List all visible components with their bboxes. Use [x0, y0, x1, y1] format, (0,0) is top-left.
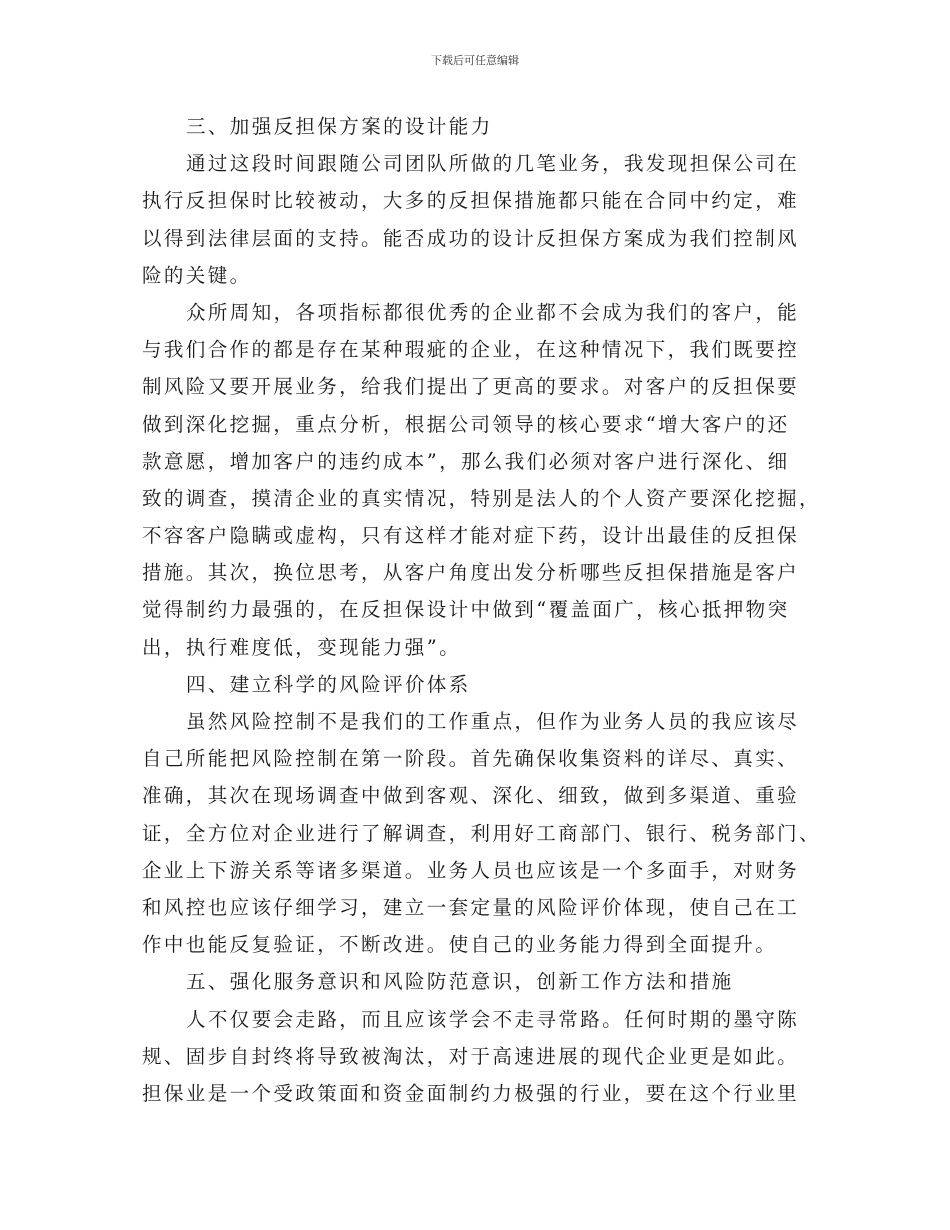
- section-heading: 五、强化服务意识和风险防范意识，创新工作方法和措施: [186, 970, 734, 994]
- paragraph-line: 觉得制约力最强的，在反担保设计中做到“覆盖面广，核心抵押物突: [142, 598, 790, 622]
- paragraph-line: 企业上下游关系等诸多渠道。业务人员也应该是一个多面手，对财务: [142, 858, 800, 882]
- paragraph-line: 自己所能把风险控制在第一阶段。首先确保收集资料的详尽、真实、: [142, 747, 800, 771]
- paragraph-line: 虽然风险控制不是我们的工作重点，但作为业务人员的我应该尽: [186, 710, 800, 733]
- paragraph-line: 款意愿，增加客户的违约成本”，那么我们必须对客户进行深化、细: [142, 449, 790, 473]
- paragraph-line: 众所周知，各项指标都很优秀的企业都不会成为我们的客户，能: [186, 300, 800, 324]
- paragraph-line: 做到深化挖掘，重点分析，根据公司领导的核心要求“增大客户的还: [142, 412, 790, 436]
- paragraph-line: 险的关键。: [142, 263, 252, 287]
- paragraph-line: 准确，其次在现场调查中做到客观、深化、细致，做到多渠道、重验: [142, 784, 800, 808]
- paragraph-line: 通过这段时间跟随公司团队所做的几笔业务，我发现担保公司在: [186, 152, 800, 176]
- paragraph-line: 以得到法律层面的支持。能否成功的设计反担保方案成为我们控制风: [142, 226, 800, 250]
- paragraph-line: 制风险又要开展业务，给我们提出了更高的要求。对客户的反担保要: [142, 375, 800, 399]
- paragraph-line: 规、固步自封终将导致被淘汰，对于高速进展的现代企业更是如此。: [142, 1044, 800, 1068]
- paragraph-line: 措施。其次，换位思考，从客户角度出发分析哪些反担保措施是客户: [142, 561, 800, 585]
- paragraph-line: 担保业是一个受政策面和资金面制约力极强的行业，要在这个行业里: [142, 1081, 800, 1105]
- paragraph-line: 与我们合作的都是存在某种瑕疵的企业，在这种情况下，我们既要控: [142, 338, 800, 362]
- paragraph-line: 不容客户隐瞒或虚构，只有这样才能对症下药，设计出最佳的反担保: [142, 524, 800, 548]
- download-note: 下载后可任意编辑: [431, 54, 519, 67]
- paragraph-line: 致的调查，摸清企业的真实情况，特别是法人的个人资产要深化挖掘，: [142, 486, 821, 510]
- paragraph-line: 作中也能反复验证，不断改进。使自己的业务能力得到全面提升。: [142, 933, 778, 957]
- paragraph-line: 和风控也应该仔细学习，建立一套定量的风险评价体现，使自己在工: [142, 895, 800, 919]
- paragraph-line: 出，执行难度低，变现能力强”。: [142, 635, 461, 659]
- paragraph-line: 人不仅要会走路，而且应该学会不走寻常路。任何时期的墨守陈: [186, 1007, 800, 1031]
- paragraph-line: 证，全方位对企业进行了解调查，利用好工商部门、银行、税务部门、: [142, 821, 821, 845]
- document-body: [142, 108, 821, 1112]
- section-heading: 三、加强反担保方案的设计能力: [186, 115, 493, 138]
- section-heading: 四、建立科学的风险评价体系: [186, 672, 471, 696]
- paragraph-line: 执行反担保时比较被动，大多的反担保措施都只能在合同中约定，难: [142, 189, 800, 213]
